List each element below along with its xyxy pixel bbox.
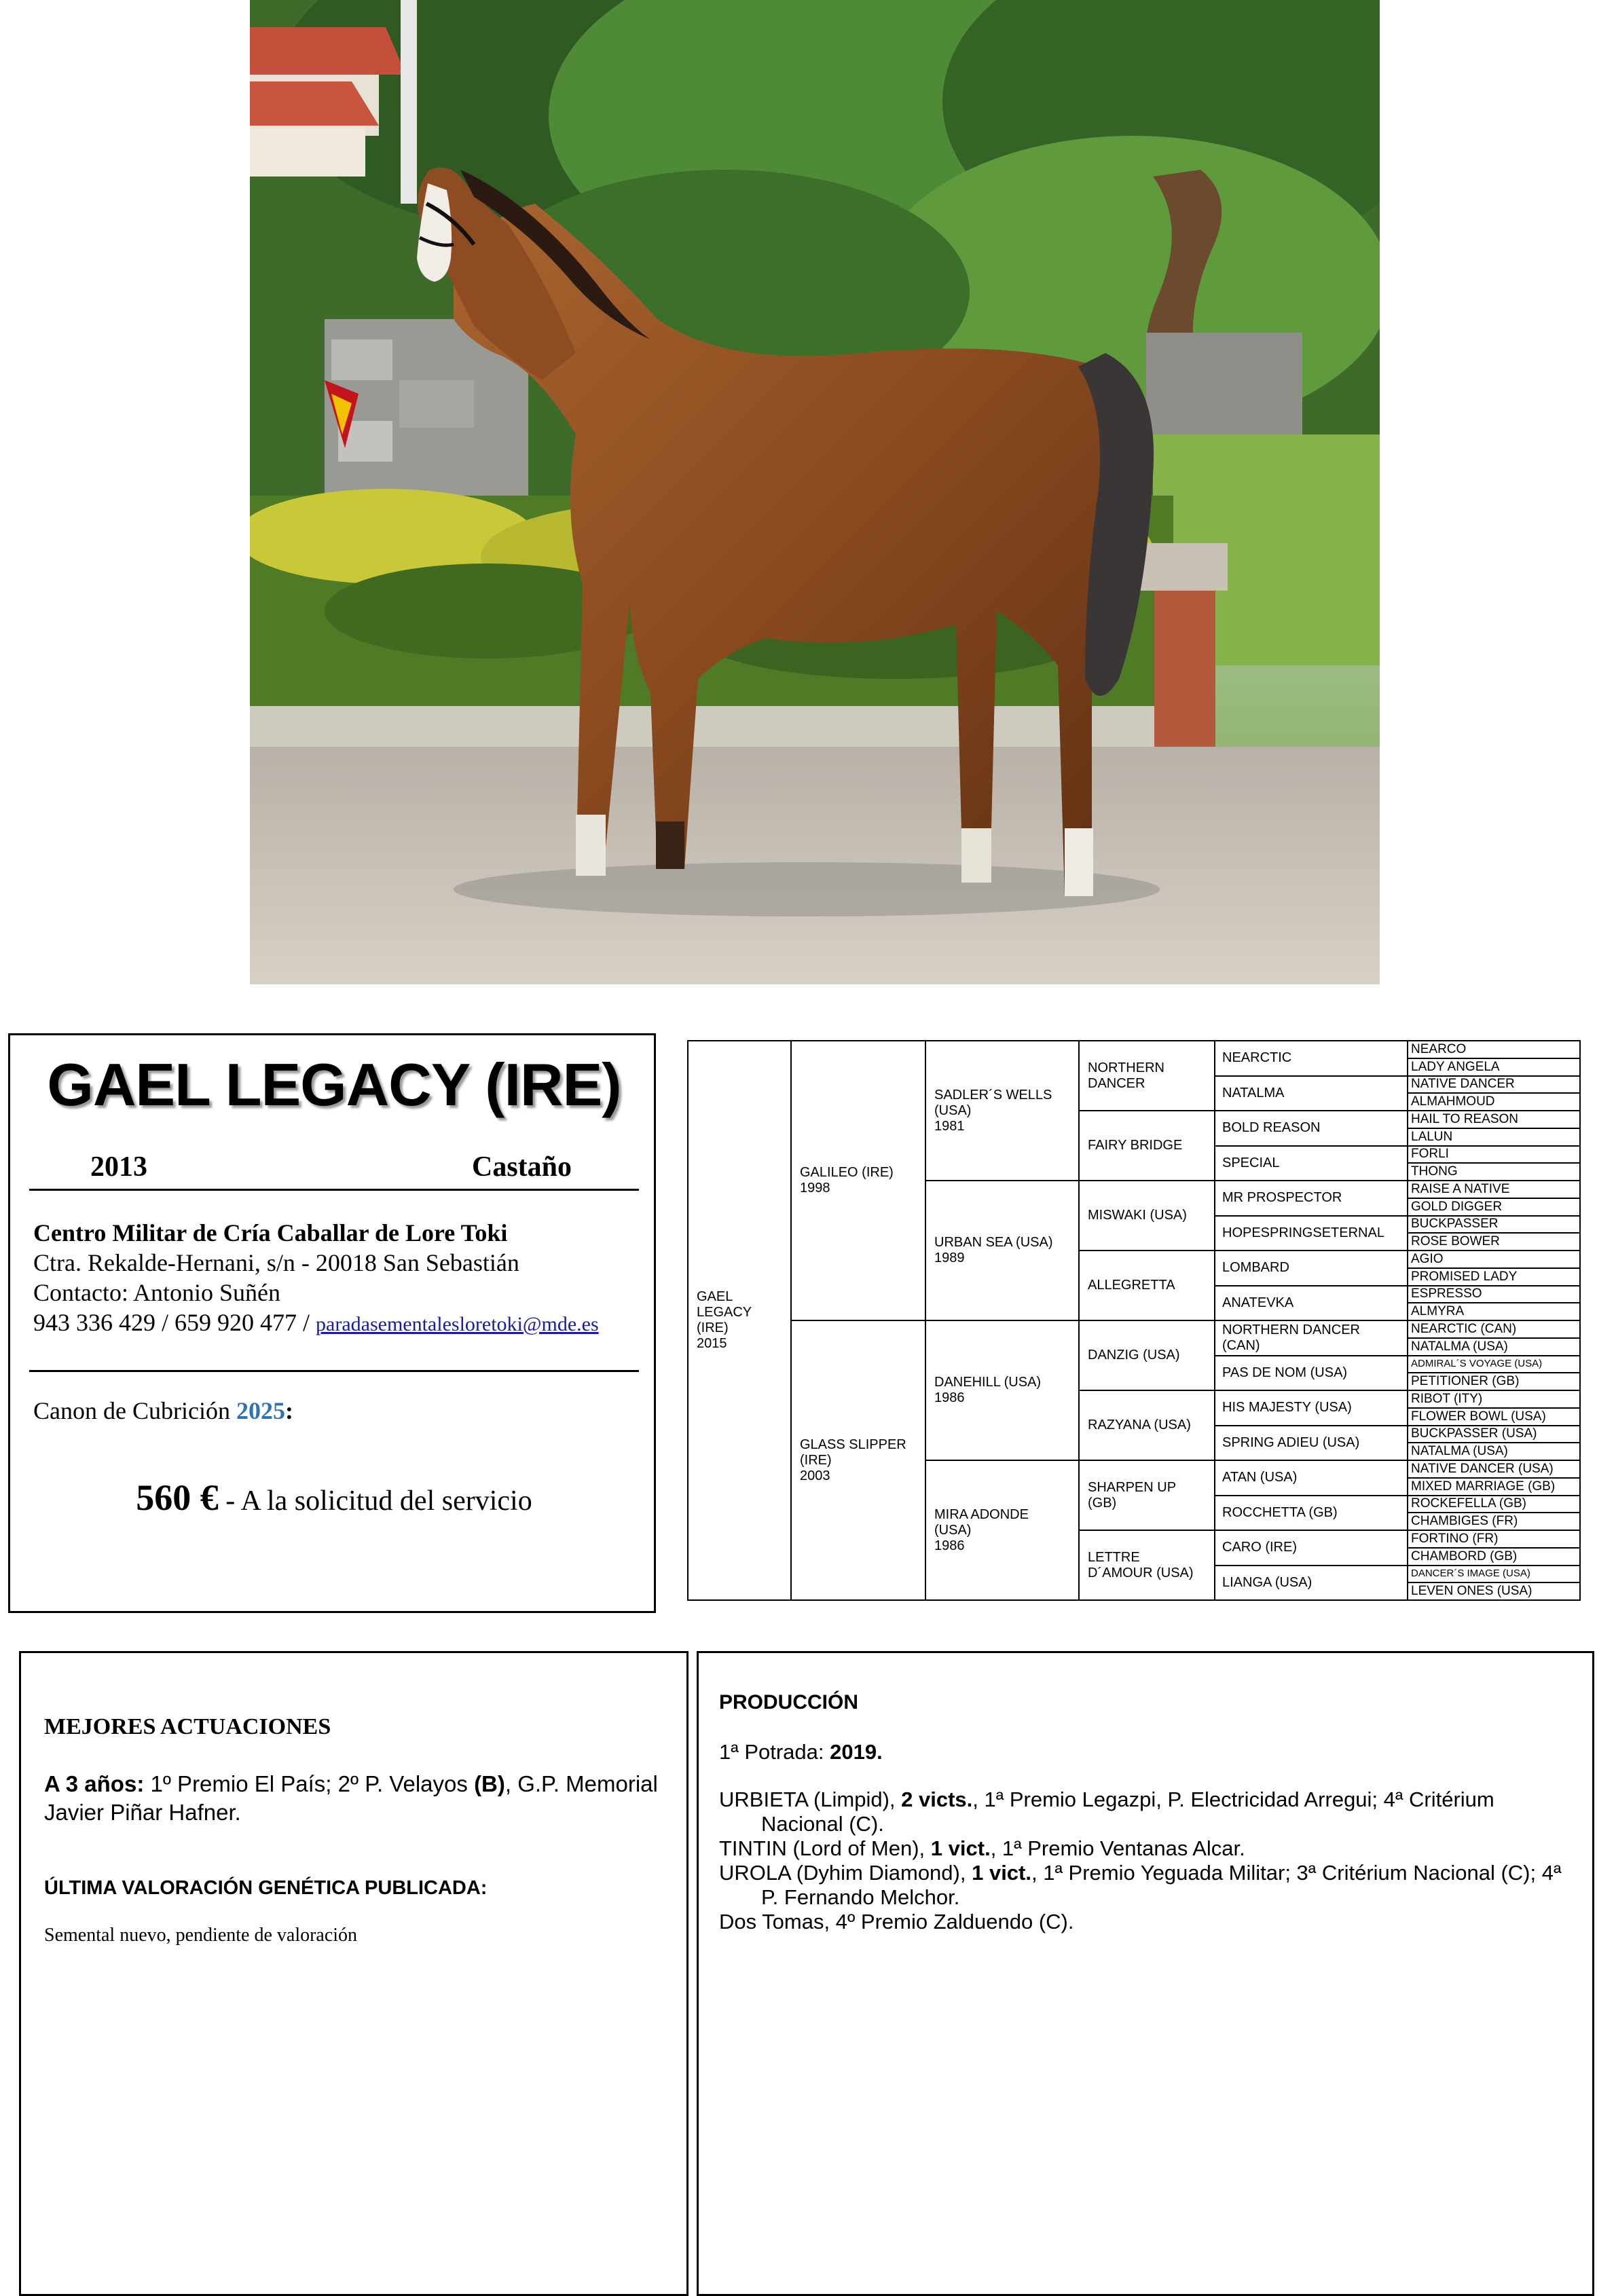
- pedigree-great-grandparent-line: (GB): [1088, 1495, 1117, 1511]
- pedigree-grandparent: [925, 1320, 1079, 1460]
- genetic-title: ÚLTIMA VALORACIÓN GENÉTICA PUBLICADA:: [44, 1877, 488, 1899]
- pedigree-gen5-ancestor: [1408, 1268, 1580, 1286]
- performance-text-1: 1º Premio El País; 2º P. Velayos: [144, 1771, 475, 1796]
- pedigree-gen4-ancestor: [1215, 1460, 1408, 1496]
- pedigree-great-grandparent-line: DANZIG (USA): [1088, 1348, 1180, 1363]
- offspring-results: , 1ª Premio Legazpi, P. Electricidad Arregui; 4ª Critérium Nacional (C).: [761, 1788, 1494, 1836]
- offspring-wins: 1 vict.: [972, 1861, 1031, 1885]
- pedigree-grandparent-line: MIRA ADONDE: [934, 1506, 1029, 1522]
- pedigree-gen5-ancestor-line: NEARCTIC (CAN): [1411, 1321, 1517, 1336]
- pedigree-gen4-ancestor: [1215, 1566, 1408, 1601]
- stallion-info-card: [8, 1033, 656, 1613]
- pedigree-gen4-ancestor-line: MR PROSPECTOR: [1222, 1190, 1342, 1206]
- pedigree-gen5-ancestor: [1408, 1530, 1580, 1548]
- pedigree-parent-line: GLASS SLIPPER: [800, 1437, 906, 1452]
- center-contact: Contacto: Antonio Suñén: [33, 1279, 280, 1306]
- pedigree-gen5-ancestor-line: NATIVE DANCER: [1411, 1077, 1515, 1092]
- pedigree-gen5-ancestor-line: ROCKEFELLA (GB): [1411, 1496, 1526, 1511]
- production-item: [719, 1836, 1581, 1861]
- pedigree-great-grandparent: [1079, 1530, 1215, 1600]
- pedigree-gen5-ancestor: [1408, 1128, 1580, 1146]
- pedigree-gen4-ancestor: [1215, 1076, 1408, 1111]
- fee-label: Canon de Cubrición: [33, 1397, 236, 1424]
- center-name: Centro Militar de Cría Caballar de Lore Toki: [33, 1219, 508, 1246]
- pedigree-gen5-ancestor: [1408, 1286, 1580, 1303]
- pedigree-great-grandparent: [1079, 1041, 1215, 1111]
- email-link[interactable]: paradasementalesloretoki@mde.es: [316, 1313, 599, 1335]
- pedigree-gen5-ancestor-line: ROSE BOWER: [1411, 1234, 1500, 1249]
- pedigree-gen5-ancestor: [1408, 1163, 1580, 1181]
- birth-year: 2013: [90, 1151, 147, 1183]
- pedigree-gen4-ancestor: [1215, 1496, 1408, 1531]
- pedigree-gen5-ancestor-line: RIBOT (ITY): [1411, 1391, 1483, 1406]
- pedigree-gen4-ancestor: [1215, 1146, 1408, 1181]
- pedigree-gen5-ancestor: [1408, 1496, 1580, 1513]
- pedigree-great-grandparent-line: RAZYANA (USA): [1088, 1418, 1191, 1432]
- pedigree-great-grandparent-line: ALLEGRETTA: [1088, 1278, 1175, 1293]
- pedigree-great-grandparent-line: FAIRY BRIDGE: [1088, 1138, 1183, 1153]
- pedigree-gen5-ancestor-line: MIXED MARRIAGE (GB): [1411, 1479, 1556, 1494]
- pedigree-table: [687, 1040, 1581, 1601]
- divider: [29, 1370, 639, 1372]
- pedigree-gen5-ancestor: [1408, 1041, 1580, 1058]
- pedigree-gen5-ancestor-line: NATIVE DANCER (USA): [1411, 1461, 1554, 1476]
- pedigree-gen5-ancestor: [1408, 1426, 1580, 1443]
- performance-text-2: , G.P. Memorial Javier Piñar Hafner.: [44, 1771, 658, 1825]
- pedigree-gen5-ancestor: [1408, 1478, 1580, 1496]
- pedigree-great-grandparent: [1079, 1460, 1215, 1530]
- pedigree-gen4-ancestor-line: SPRING ADIEU (USA): [1222, 1434, 1360, 1450]
- pedigree-grandparent-line: DANEHILL (USA): [934, 1375, 1042, 1390]
- pedigree-parent-line: GALILEO (IRE): [800, 1165, 894, 1180]
- offspring-name: UROLA (Dyhim Diamond),: [719, 1861, 972, 1885]
- pedigree-gen4-ancestor: [1215, 1216, 1408, 1251]
- production-box: [697, 1651, 1594, 2296]
- pedigree-parent: [791, 1320, 925, 1600]
- pedigree-great-grandparent: [1079, 1111, 1215, 1181]
- fee-amount: 560 €: [136, 1477, 219, 1518]
- pedigree-grandparent-line: URBAN SEA (USA): [934, 1235, 1053, 1250]
- pedigree-gen5-ancestor: [1408, 1233, 1580, 1251]
- pedigree-great-grandparent: [1079, 1181, 1215, 1251]
- pedigree-gen5-ancestor-line: LEVEN ONES (USA): [1411, 1584, 1532, 1599]
- performance-box: [19, 1651, 689, 2296]
- pedigree-great-grandparent-line: NORTHERN: [1088, 1060, 1164, 1075]
- pedigree-great-grandparent-line: DANCER: [1088, 1075, 1145, 1091]
- stallion-photo: [250, 0, 1380, 984]
- pedigree-gen5-ancestor: [1408, 1251, 1580, 1268]
- pedigree-great-grandparent-line: SHARPEN UP: [1088, 1479, 1177, 1495]
- pedigree-subject-line: GAEL: [697, 1289, 733, 1304]
- pedigree-gen5-ancestor-line: LADY ANGELA: [1411, 1059, 1500, 1074]
- pedigree-grandparent: [925, 1460, 1079, 1600]
- pedigree-great-grandparent-line: LETTRE: [1088, 1549, 1140, 1565]
- pedigree-gen5-ancestor: [1408, 1198, 1580, 1216]
- pedigree-gen4-ancestor-line: NEARCTIC: [1222, 1050, 1292, 1066]
- pedigree-gen5-ancestor-line: FORTINO (FR): [1411, 1531, 1499, 1546]
- pedigree-grandparent-line: SADLER´S WELLS: [934, 1087, 1052, 1103]
- production-item: [719, 1910, 1581, 1934]
- pedigree-gen5-ancestor: [1408, 1390, 1580, 1408]
- pedigree-gen5-ancestor-line: RAISE A NATIVE: [1411, 1181, 1510, 1196]
- pedigree-gen4-ancestor-line: LIANGA (USA): [1222, 1574, 1313, 1590]
- pedigree-gen5-ancestor-line: ALMAHMOUD: [1411, 1094, 1495, 1109]
- pedigree-gen5-ancestor-line: HAIL TO REASON: [1411, 1111, 1519, 1126]
- pedigree-gen5-ancestor-line: NATALMA (USA): [1411, 1339, 1508, 1354]
- pedigree-gen5-ancestor-line: AGIO: [1411, 1251, 1444, 1266]
- pedigree-gen5-ancestor: [1408, 1320, 1580, 1338]
- pedigree-gen5-ancestor-line: CHAMBORD (GB): [1411, 1549, 1518, 1563]
- pedigree-great-grandparent: [1079, 1390, 1215, 1460]
- genetic-text: Semental nuevo, pendiente de valoración: [44, 1925, 358, 1946]
- pedigree-gen5-ancestor: [1408, 1582, 1580, 1600]
- pedigree-gen5-ancestor: [1408, 1076, 1580, 1094]
- pedigree-parent-line: 1998: [800, 1181, 830, 1196]
- pedigree-grandparent-line: 1989: [934, 1251, 965, 1265]
- pedigree-gen4-ancestor-line: NORTHERN DANCER: [1222, 1322, 1360, 1337]
- pedigree-subject-line: LEGACY: [697, 1305, 752, 1320]
- pedigree-grandparent-line: (USA): [934, 1103, 972, 1118]
- pedigree-gen4-ancestor-line: NATALMA: [1222, 1085, 1285, 1100]
- pedigree-gen4-ancestor-line: ROCCHETTA (GB): [1222, 1504, 1338, 1520]
- pedigree-parent: [791, 1041, 925, 1320]
- pedigree-gen5-ancestor: [1408, 1443, 1580, 1460]
- pedigree-parent-line: 2003: [800, 1468, 830, 1483]
- pedigree-gen4-ancestor: [1215, 1390, 1408, 1426]
- performance-b: (B): [474, 1771, 505, 1796]
- pedigree-gen5-ancestor-line: FLOWER BOWL (USA): [1411, 1409, 1546, 1424]
- performance-title: MEJORES ACTUACIONES: [44, 1714, 331, 1739]
- pedigree-gen5-ancestor-line: PETITIONER (GB): [1411, 1374, 1520, 1389]
- pedigree-grandparent-line: (USA): [934, 1522, 972, 1538]
- fee-heading: [33, 1396, 293, 1425]
- pedigree-gen5-ancestor: [1408, 1146, 1580, 1164]
- pedigree-gen5-ancestor: [1408, 1093, 1580, 1111]
- pedigree-gen4-ancestor-line: PAS DE NOM (USA): [1222, 1365, 1348, 1380]
- pedigree-gen5-ancestor-line: ADMIRAL´S VOYAGE (USA): [1411, 1358, 1543, 1370]
- pedigree-gen5-ancestor-line: ALMYRA: [1411, 1304, 1465, 1319]
- pedigree-gen4-ancestor-line: (CAN): [1222, 1337, 1260, 1353]
- pedigree-gen5-ancestor: [1408, 1303, 1580, 1320]
- pedigree-gen5-ancestor: [1408, 1356, 1580, 1373]
- pedigree-gen5-ancestor-line: DANCER´S IMAGE (USA): [1411, 1568, 1530, 1580]
- coat-color: Castaño: [472, 1151, 572, 1183]
- pedigree-gen5-ancestor: [1408, 1408, 1580, 1426]
- pedigree-grandparent-line: 1986: [934, 1538, 965, 1553]
- offspring-name: TINTIN (Lord of Men),: [719, 1836, 931, 1860]
- pedigree-gen5-ancestor: [1408, 1373, 1580, 1390]
- pedigree-gen5-ancestor: [1408, 1111, 1580, 1128]
- pedigree-gen5-ancestor-line: NEARCO: [1411, 1041, 1467, 1056]
- offspring-wins: 1 vict.: [930, 1836, 991, 1860]
- pedigree-gen4-ancestor-line: SPECIAL: [1222, 1155, 1280, 1170]
- production-item: [719, 1788, 1581, 1836]
- pedigree-row: [688, 1320, 1580, 1338]
- offspring-name: URBIETA (Limpid),: [719, 1788, 902, 1811]
- production-title: PRODUCCIÓN: [719, 1691, 859, 1714]
- pedigree-row: [688, 1041, 1580, 1058]
- pedigree-gen4-ancestor: [1215, 1320, 1408, 1356]
- age-label: A 3 años:: [44, 1771, 145, 1796]
- pedigree-gen4-ancestor-line: CARO (IRE): [1222, 1540, 1297, 1555]
- pedigree-gen4-ancestor-line: BOLD REASON: [1222, 1120, 1321, 1136]
- pedigree-grandparent-line: 1981: [934, 1118, 965, 1134]
- pedigree-gen5-ancestor-line: PROMISED LADY: [1411, 1269, 1518, 1284]
- offspring-results: , 1ª Premio Ventanas Alcar.: [990, 1836, 1245, 1860]
- horse-photo-illustration: [250, 0, 1380, 984]
- fee-year: 2025: [236, 1397, 285, 1424]
- pedigree-gen5-ancestor-line: BUCKPASSER: [1411, 1217, 1499, 1232]
- pedigree-gen5-ancestor: [1408, 1460, 1580, 1478]
- first-crop-year: 2019.: [830, 1740, 883, 1764]
- pedigree-gen5-ancestor-line: BUCKPASSER (USA): [1411, 1426, 1537, 1441]
- pedigree-gen5-ancestor: [1408, 1513, 1580, 1530]
- pedigree-grandparent: [925, 1181, 1079, 1320]
- center-address: Ctra. Rekalde-Hernani, s/n - 20018 San Sebastián: [33, 1249, 519, 1276]
- pedigree-great-grandparent: [1079, 1320, 1215, 1390]
- pedigree-gen4-ancestor-line: HOPESPRINGSETERNAL: [1222, 1225, 1384, 1240]
- fee-colon: :: [284, 1397, 293, 1424]
- pedigree-gen4-ancestor-line: HIS MAJESTY (USA): [1222, 1400, 1352, 1415]
- pedigree-gen5-ancestor-line: FORLI: [1411, 1147, 1449, 1162]
- performance-text: [44, 1770, 682, 1827]
- fee-line: [10, 1477, 658, 1519]
- pedigree-gen5-ancestor-line: LALUN: [1411, 1129, 1453, 1144]
- pedigree-gen5-ancestor-line: GOLD DIGGER: [1411, 1199, 1503, 1214]
- pedigree-gen5-ancestor: [1408, 1566, 1580, 1583]
- pedigree-subject-line: (IRE): [697, 1320, 729, 1335]
- pedigree-great-grandparent: [1079, 1251, 1215, 1320]
- pedigree-gen4-ancestor: [1215, 1251, 1408, 1286]
- pedigree-gen4-ancestor: [1215, 1181, 1408, 1216]
- pedigree-gen5-ancestor: [1408, 1058, 1580, 1076]
- pedigree-gen4-ancestor: [1215, 1530, 1408, 1566]
- first-crop: [719, 1740, 883, 1764]
- offspring-name: Dos Tomas, 4º Premio Zalduendo (C).: [719, 1910, 1074, 1933]
- pedigree-gen4-ancestor: [1215, 1426, 1408, 1461]
- divider: [29, 1189, 639, 1191]
- pedigree-gen5-ancestor: [1408, 1548, 1580, 1566]
- pedigree-grandparent: [925, 1041, 1079, 1181]
- pedigree-gen5-ancestor-line: NATALMA (USA): [1411, 1444, 1508, 1459]
- pedigree-great-grandparent-line: D´AMOUR (USA): [1088, 1565, 1194, 1580]
- pedigree-gen4-ancestor: [1215, 1356, 1408, 1391]
- pedigree-gen5-ancestor-line: CHAMBIGES (FR): [1411, 1514, 1518, 1529]
- phone-numbers: 943 336 429 / 659 920 477 /: [33, 1309, 316, 1336]
- pedigree-gen4-ancestor: [1215, 1041, 1408, 1076]
- pedigree-gen4-ancestor-line: LOMBARD: [1222, 1260, 1289, 1276]
- pedigree-grandparent-line: 1986: [934, 1390, 965, 1405]
- pedigree-gen5-ancestor: [1408, 1338, 1580, 1356]
- fee-description: - A la solicitud del servicio: [218, 1485, 532, 1517]
- offspring-wins: 2 victs.: [901, 1788, 973, 1811]
- pedigree-gen5-ancestor: [1408, 1216, 1580, 1234]
- offspring-results: , 1ª Premio Yeguada Militar; 3ª Critérium Nacional (C); 4ª P. Fernando Melchor.: [761, 1861, 1562, 1909]
- production-list: [719, 1788, 1581, 1934]
- pedigree-subject: [688, 1041, 791, 1600]
- center-phones: [33, 1308, 599, 1337]
- pedigree-gen4-ancestor: [1215, 1286, 1408, 1321]
- first-crop-label: 1ª Potrada:: [719, 1740, 830, 1764]
- pedigree-gen4-ancestor-line: ANATEVKA: [1222, 1295, 1294, 1310]
- pedigree-gen5-ancestor-line: THONG: [1411, 1164, 1458, 1179]
- pedigree-gen4-ancestor-line: ATAN (USA): [1222, 1470, 1298, 1485]
- pedigree-parent-line: (IRE): [800, 1452, 832, 1468]
- pedigree-gen5-ancestor: [1408, 1181, 1580, 1198]
- production-item: [719, 1861, 1581, 1910]
- pedigree-gen4-ancestor: [1215, 1111, 1408, 1146]
- pedigree-gen5-ancestor-line: ESPRESSO: [1411, 1286, 1482, 1301]
- horse-name: GAEL LEGACY (IRE): [47, 1051, 621, 1118]
- pedigree-subject-line: 2015: [697, 1336, 727, 1351]
- pedigree-great-grandparent-line: MISWAKI (USA): [1088, 1208, 1187, 1223]
